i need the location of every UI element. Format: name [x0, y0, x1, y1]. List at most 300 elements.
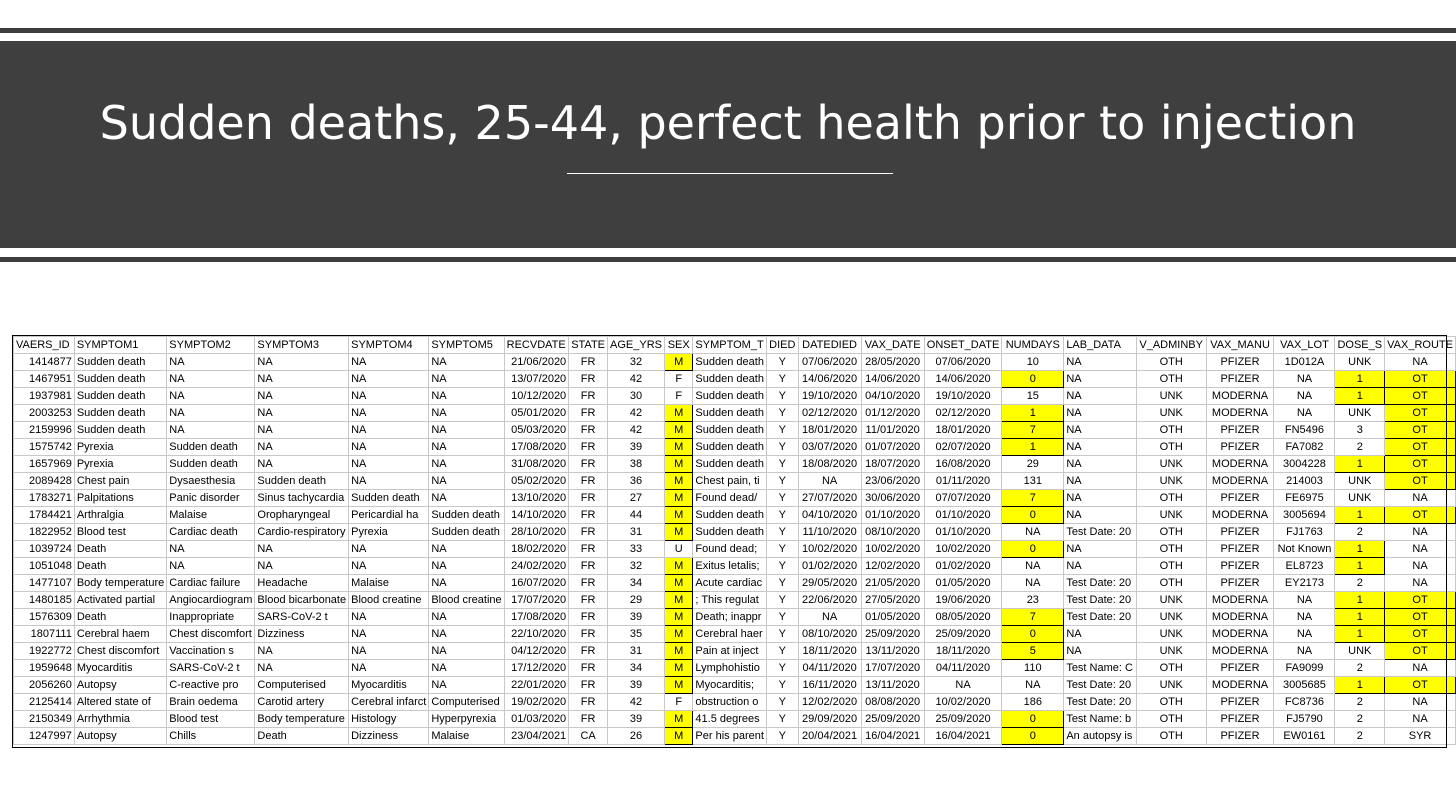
table-cell: Sudden death — [167, 439, 255, 456]
table-cell: PFIZER — [1206, 439, 1274, 456]
table-cell: NA — [255, 354, 349, 371]
table-cell: UNK — [1335, 643, 1385, 660]
table-cell: Sudden death — [429, 507, 504, 524]
table-cell: 04/11/2020 — [924, 660, 1002, 677]
table-cell: 22/01/2020 — [504, 677, 569, 694]
table-cell: Blood test — [74, 524, 166, 541]
table-cell: Chest pain, ti — [693, 473, 767, 490]
table-cell: Cerebral haer — [693, 626, 767, 643]
table-cell: OTH — [1136, 558, 1206, 575]
table-cell: FR — [569, 711, 608, 728]
table-cell: NA — [167, 405, 255, 422]
table-cell: NA — [1274, 609, 1335, 626]
table-cell: NA — [429, 541, 504, 558]
table-cell: ; This regulat — [693, 592, 767, 609]
table-cell: Test Name: C — [1064, 660, 1136, 677]
table-cell: 17/07/2020 — [861, 660, 924, 677]
table-cell: 10/02/2020 — [861, 541, 924, 558]
table-cell: NA — [255, 456, 349, 473]
table-cell: NA — [1064, 626, 1136, 643]
table-cell: 2159996 — [14, 422, 75, 439]
table-cell: Cardiac failure — [167, 575, 255, 592]
table-cell: NA — [429, 405, 504, 422]
vaers-table — [13, 336, 1456, 745]
table-cell: 1 — [1335, 507, 1385, 524]
table-cell: FR — [569, 592, 608, 609]
table-cell: Inappropriate — [167, 609, 255, 626]
table-cell: NA — [349, 626, 429, 643]
table-cell: 31 — [608, 643, 665, 660]
table-cell: NA — [1385, 558, 1456, 575]
table-cell: Cerebral haem — [74, 626, 166, 643]
table-cell: 1657969 — [14, 456, 75, 473]
table-cell: NA — [1064, 473, 1136, 490]
table-cell: Carotid artery — [255, 694, 349, 711]
table-cell: NA — [255, 405, 349, 422]
table-cell: Y — [766, 592, 798, 609]
table-cell: C-reactive pro — [167, 677, 255, 694]
table-cell: 10/02/2020 — [798, 541, 861, 558]
table-cell: 01/10/2020 — [861, 507, 924, 524]
table-cell: 05/01/2020 — [504, 405, 569, 422]
table-cell: Exitus letalis; — [693, 558, 767, 575]
table-cell: Y — [766, 541, 798, 558]
table-row — [14, 371, 1456, 388]
table-cell: 16/08/2020 — [924, 456, 1002, 473]
table-cell: Vaccination s — [167, 643, 255, 660]
table-cell: NA — [1274, 388, 1335, 405]
table-cell: 36 — [608, 473, 665, 490]
table-cell: NA — [349, 558, 429, 575]
table-cell: UNK — [1335, 405, 1385, 422]
table-cell: SYR — [1385, 728, 1456, 745]
table-cell: Chest discomfort — [74, 643, 166, 660]
table-cell: 0 — [1002, 541, 1064, 558]
table-cell: UNK — [1136, 456, 1206, 473]
table-cell: OTH — [1136, 524, 1206, 541]
table-cell: FR — [569, 371, 608, 388]
table-row — [14, 473, 1456, 490]
table-cell: Sudden death — [349, 490, 429, 507]
table-cell: Cardio-respiratory — [255, 524, 349, 541]
table-cell: NA — [1064, 490, 1136, 507]
table-cell: Altered state of — [74, 694, 166, 711]
table-cell: 1576309 — [14, 609, 75, 626]
table-cell: 2 — [1335, 660, 1385, 677]
table-cell: FR — [569, 456, 608, 473]
table-cell: Computerised — [255, 677, 349, 694]
table-cell: Myocarditis; — [693, 677, 767, 694]
table-cell: 01/10/2020 — [924, 524, 1002, 541]
table-cell: NA — [1385, 694, 1456, 711]
table-row — [14, 609, 1456, 626]
table-cell: 1467951 — [14, 371, 75, 388]
table-cell: 39 — [608, 609, 665, 626]
table-cell: 1 — [1002, 405, 1064, 422]
table-cell: NA — [1385, 660, 1456, 677]
table-cell: 1783271 — [14, 490, 75, 507]
table-cell: FR — [569, 473, 608, 490]
table-cell: NA — [798, 473, 861, 490]
table-cell: 29 — [1002, 456, 1064, 473]
table-cell: Y — [766, 422, 798, 439]
bottom-rule — [0, 257, 1456, 262]
table-cell: 14/06/2020 — [798, 371, 861, 388]
table-cell: 32 — [608, 354, 665, 371]
table-cell: 7 — [1002, 422, 1064, 439]
table-cell: Found dead; — [693, 541, 767, 558]
column-header: RECVDATE — [504, 337, 569, 354]
table-cell: 28/05/2020 — [861, 354, 924, 371]
table-cell: 16/04/2021 — [924, 728, 1002, 745]
table-cell: 42 — [608, 422, 665, 439]
table-cell: Found dead/ — [693, 490, 767, 507]
table-cell: OT — [1385, 609, 1456, 626]
table-cell: Brain oedema — [167, 694, 255, 711]
table-cell: 28/10/2020 — [504, 524, 569, 541]
column-header: SYMPTOM1 — [74, 337, 166, 354]
table-cell: FR — [569, 524, 608, 541]
table-cell: 08/05/2020 — [924, 609, 1002, 626]
table-cell: 12/02/2020 — [861, 558, 924, 575]
table-cell: 17/08/2020 — [504, 439, 569, 456]
table-cell: 1 — [1335, 456, 1385, 473]
table-row — [14, 677, 1456, 694]
table-cell: 1051048 — [14, 558, 75, 575]
table-cell: Y — [766, 490, 798, 507]
table-cell: FA9099 — [1274, 660, 1335, 677]
table-cell: OTH — [1136, 541, 1206, 558]
table-cell: OT — [1385, 422, 1456, 439]
table-cell: 131 — [1002, 473, 1064, 490]
table-cell: 2125414 — [14, 694, 75, 711]
table-cell: NA — [429, 575, 504, 592]
table-cell: 16/04/2021 — [861, 728, 924, 745]
table-cell: PFIZER — [1206, 354, 1274, 371]
table-cell: MODERNA — [1206, 677, 1274, 694]
table-cell: Chills — [167, 728, 255, 745]
column-header: VAX_LOT — [1274, 337, 1335, 354]
table-cell: 26 — [608, 728, 665, 745]
table-cell: MODERNA — [1206, 592, 1274, 609]
table-cell: Y — [766, 626, 798, 643]
table-cell: NA — [349, 473, 429, 490]
table-cell: 19/10/2020 — [798, 388, 861, 405]
table-cell: M — [664, 592, 692, 609]
table-cell: Death — [74, 609, 166, 626]
slide-title: Sudden deaths, 25-44, perfect health prior to injection — [99, 96, 1357, 150]
table-cell: NA — [349, 643, 429, 660]
table-cell: NA — [1064, 558, 1136, 575]
table-row — [14, 575, 1456, 592]
table-cell: Pyrexia — [349, 524, 429, 541]
column-header: VAX_MANU — [1206, 337, 1274, 354]
table-cell: 3004228 — [1274, 456, 1335, 473]
table-cell: OTH — [1136, 728, 1206, 745]
table-cell: PFIZER — [1206, 711, 1274, 728]
table-cell: Sudden death — [74, 405, 166, 422]
table-cell: 02/12/2020 — [924, 405, 1002, 422]
table-cell: 1 — [1335, 592, 1385, 609]
column-header: VAERS_ID — [14, 337, 75, 354]
table-cell: 1414877 — [14, 354, 75, 371]
table-cell: NA — [429, 609, 504, 626]
table-cell: NA — [924, 677, 1002, 694]
table-cell: Autopsy — [74, 677, 166, 694]
table-cell: M — [664, 660, 692, 677]
table-cell: SARS-CoV-2 t — [255, 609, 349, 626]
table-cell: UNK — [1136, 626, 1206, 643]
table-cell: M — [664, 677, 692, 694]
table-cell: Y — [766, 405, 798, 422]
table-cell: 03/07/2020 — [798, 439, 861, 456]
table-cell: 1 — [1335, 371, 1385, 388]
table-cell: UNK — [1335, 490, 1385, 507]
column-header: SEX — [664, 337, 692, 354]
table-cell: NA — [167, 422, 255, 439]
table-cell: Sudden death — [693, 507, 767, 524]
table-cell: Y — [766, 575, 798, 592]
table-cell: 18/07/2020 — [861, 456, 924, 473]
table-cell: FR — [569, 439, 608, 456]
table-cell: Y — [766, 524, 798, 541]
table-row — [14, 660, 1456, 677]
table-cell: M — [664, 728, 692, 745]
table-cell: 2003253 — [14, 405, 75, 422]
table-cell: NA — [798, 609, 861, 626]
table-cell: 04/11/2020 — [798, 660, 861, 677]
table-cell: 32 — [608, 558, 665, 575]
table-cell: Y — [766, 456, 798, 473]
table-cell: Headache — [255, 575, 349, 592]
table-cell: F — [664, 371, 692, 388]
table-row — [14, 456, 1456, 473]
table-cell: 08/08/2020 — [861, 694, 924, 711]
table-cell: 33 — [608, 541, 665, 558]
table-cell: OT — [1385, 405, 1456, 422]
table-cell: Y — [766, 388, 798, 405]
table-cell: M — [664, 473, 692, 490]
table-cell: NA — [1274, 626, 1335, 643]
table-cell: NA — [429, 422, 504, 439]
table-cell: 0 — [1002, 626, 1064, 643]
table-cell: 18/11/2020 — [798, 643, 861, 660]
table-cell: NA — [1002, 524, 1064, 541]
table-cell: 27/05/2020 — [861, 592, 924, 609]
table-cell: Pyrexia — [74, 456, 166, 473]
table-cell: NA — [167, 371, 255, 388]
table-cell: NA — [349, 388, 429, 405]
table-cell: 186 — [1002, 694, 1064, 711]
table-cell: PFIZER — [1206, 558, 1274, 575]
table-cell: CA — [569, 728, 608, 745]
table-cell: obstruction o — [693, 694, 767, 711]
table-cell: NA — [429, 354, 504, 371]
table-cell: 25/09/2020 — [861, 626, 924, 643]
table-cell: Not Known — [1274, 541, 1335, 558]
table-cell: 16/07/2020 — [504, 575, 569, 592]
table-cell: OTH — [1136, 711, 1206, 728]
table-cell: NA — [1385, 490, 1456, 507]
table-cell: Malaise — [349, 575, 429, 592]
table-cell: Myocarditis — [74, 660, 166, 677]
table-cell: 7 — [1002, 609, 1064, 626]
table-cell: 1D012A — [1274, 354, 1335, 371]
table-cell: NA — [1064, 405, 1136, 422]
table-cell: Cardiac death — [167, 524, 255, 541]
table-cell: Y — [766, 694, 798, 711]
table-cell: Y — [766, 371, 798, 388]
table-row — [14, 439, 1456, 456]
table-cell: Death — [74, 558, 166, 575]
table-cell: 18/08/2020 — [798, 456, 861, 473]
table-cell: NA — [1274, 643, 1335, 660]
table-row — [14, 694, 1456, 711]
table-cell: 18/01/2020 — [924, 422, 1002, 439]
table-cell: 25/09/2020 — [924, 626, 1002, 643]
table-cell: 01/11/2020 — [924, 473, 1002, 490]
table-cell: FR — [569, 354, 608, 371]
table-cell: FR — [569, 677, 608, 694]
table-cell: NA — [1274, 405, 1335, 422]
table-cell: NA — [429, 677, 504, 694]
table-cell: 22/06/2020 — [798, 592, 861, 609]
table-cell: NA — [429, 388, 504, 405]
table-cell: Test Date: 20 — [1064, 524, 1136, 541]
table-cell: SARS-CoV-2 t — [167, 660, 255, 677]
table-cell: OT — [1385, 592, 1456, 609]
table-cell: M — [664, 354, 692, 371]
table-cell: 01/10/2020 — [924, 507, 1002, 524]
table-cell: UNK — [1136, 405, 1206, 422]
table-cell: 35 — [608, 626, 665, 643]
column-header: STATE — [569, 337, 608, 354]
table-cell: M — [664, 575, 692, 592]
table-cell: 39 — [608, 711, 665, 728]
table-cell: Y — [766, 507, 798, 524]
table-cell: FR — [569, 694, 608, 711]
table-cell: Arrhythmia — [74, 711, 166, 728]
table-cell: NA — [255, 371, 349, 388]
table-cell: 05/03/2020 — [504, 422, 569, 439]
table-cell: 1 — [1335, 558, 1385, 575]
table-cell: 18/11/2020 — [924, 643, 1002, 660]
table-cell: FR — [569, 660, 608, 677]
table-cell: FR — [569, 507, 608, 524]
table-cell: Sudden death — [693, 354, 767, 371]
table-cell: OT — [1385, 388, 1456, 405]
table-cell: Sudden death — [693, 388, 767, 405]
table-cell: Arthralgia — [74, 507, 166, 524]
table-cell: 42 — [608, 694, 665, 711]
table-cell: 12/02/2020 — [798, 694, 861, 711]
table-cell: Pain at inject — [693, 643, 767, 660]
table-cell: M — [664, 558, 692, 575]
table-cell: 18/01/2020 — [798, 422, 861, 439]
title-underline — [567, 173, 893, 174]
table-cell: M — [664, 490, 692, 507]
table-cell: 15 — [1002, 388, 1064, 405]
table-cell: M — [664, 643, 692, 660]
table-cell: NA — [1274, 371, 1335, 388]
table-cell: M — [664, 609, 692, 626]
table-cell: NA — [1002, 575, 1064, 592]
table-cell: NA — [349, 609, 429, 626]
table-cell: 1 — [1002, 439, 1064, 456]
table-cell: FN5496 — [1274, 422, 1335, 439]
table-cell: Sudden death — [693, 439, 767, 456]
table-cell: NA — [255, 422, 349, 439]
table-cell: Y — [766, 660, 798, 677]
table-cell: Pyrexia — [74, 439, 166, 456]
table-cell: Blood bicarbonate — [255, 592, 349, 609]
table-cell: Activated partial — [74, 592, 166, 609]
column-header: V_ADMINBY — [1136, 337, 1206, 354]
table-cell: Pericardial ha — [349, 507, 429, 524]
table-cell: Panic disorder — [167, 490, 255, 507]
table-cell: 17/08/2020 — [504, 609, 569, 626]
table-cell: NA — [1064, 388, 1136, 405]
table-cell: UNK — [1136, 609, 1206, 626]
column-header: ONSET_DATE — [924, 337, 1002, 354]
table-cell: Hyperpyrexia — [429, 711, 504, 728]
table-cell: NA — [1274, 592, 1335, 609]
table-cell: 25/09/2020 — [861, 711, 924, 728]
table-cell: 2089428 — [14, 473, 75, 490]
table-cell: 29/05/2020 — [798, 575, 861, 592]
table-cell: OTH — [1136, 371, 1206, 388]
table-cell: M — [664, 626, 692, 643]
table-cell: 25/09/2020 — [924, 711, 1002, 728]
table-cell: 10 — [1002, 354, 1064, 371]
table-cell: 19/02/2020 — [504, 694, 569, 711]
table-cell: FR — [569, 422, 608, 439]
table-cell: 3 — [1335, 422, 1385, 439]
table-cell: OTH — [1136, 439, 1206, 456]
column-header: DATEDIED — [798, 337, 861, 354]
table-cell: NA — [349, 660, 429, 677]
table-cell: 1937981 — [14, 388, 75, 405]
table-cell: NA — [1385, 711, 1456, 728]
table-cell: 1 — [1335, 626, 1385, 643]
table-cell: 20/04/2021 — [798, 728, 861, 745]
table-cell: M — [664, 422, 692, 439]
table-cell: 01/02/2020 — [924, 558, 1002, 575]
table-cell: Test Name: b — [1064, 711, 1136, 728]
table-cell: 10/02/2020 — [924, 694, 1002, 711]
table-cell: Test Date: 20 — [1064, 694, 1136, 711]
table-cell: 27 — [608, 490, 665, 507]
table-cell: NA — [1385, 524, 1456, 541]
table-cell: 3005685 — [1274, 677, 1335, 694]
table-cell: FJ1763 — [1274, 524, 1335, 541]
table-cell: FR — [569, 558, 608, 575]
table-cell: Autopsy — [74, 728, 166, 745]
table-cell: 19/10/2020 — [924, 388, 1002, 405]
table-cell: NA — [429, 643, 504, 660]
table-cell: NA — [167, 354, 255, 371]
table-cell: 1 — [1335, 388, 1385, 405]
table-cell: Chest pain — [74, 473, 166, 490]
table-cell: MODERNA — [1206, 473, 1274, 490]
table-cell: 3005694 — [1274, 507, 1335, 524]
table-cell: FR — [569, 609, 608, 626]
table-cell: OT — [1385, 507, 1456, 524]
table-cell: 1959648 — [14, 660, 75, 677]
table-cell: 08/10/2020 — [861, 524, 924, 541]
column-header: NUMDAYS — [1002, 337, 1064, 354]
table-cell: Y — [766, 439, 798, 456]
